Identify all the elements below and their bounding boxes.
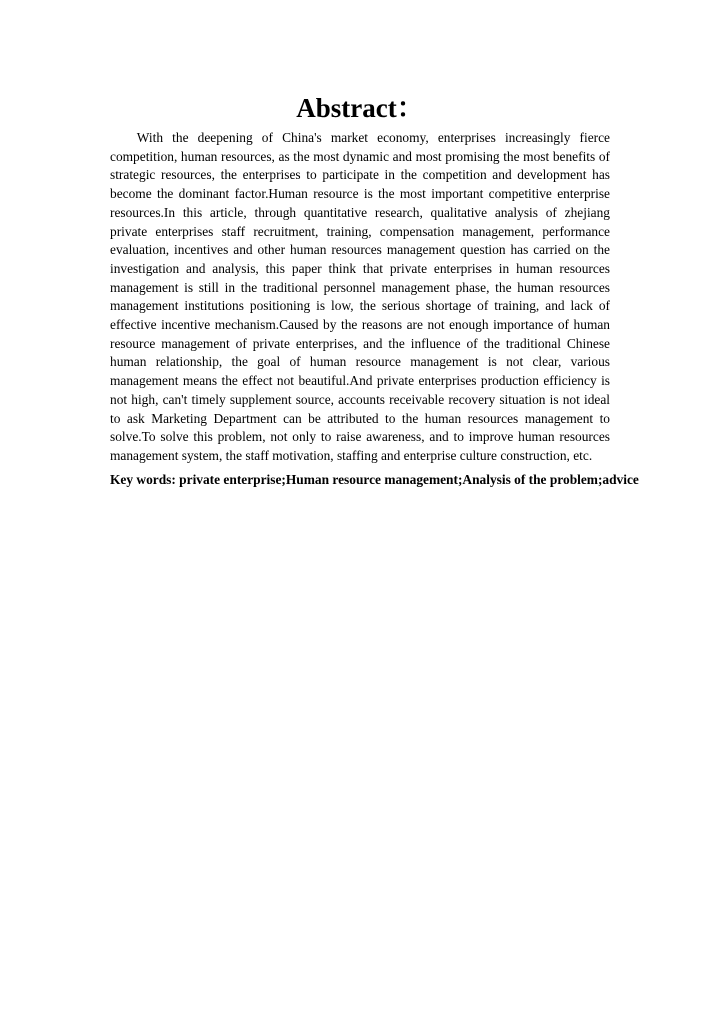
abstract-paragraph: With the deepening of China's market economy, enterprises increasingly fierce competition, human resources, as the most dynamic and most promising the most benefits of strategic resources, the enterprises to participate in the competition and development has become the dominant factor.Human resource is the most important competitive enterprise resources.In this article, through quantitative research, qualitative analysis of zhejiang private enterprises staff recruitment, training, compensation management, performance evaluation, incentives and other human resources management question has carried on the investigation and analysis, this paper think that private enterprises in human resources management is still in the traditional personnel management phase, the human resources management institutions positioning is low, the serious shortage of training, and lack of effective incentive mechanism.Caused by the reasons are not enough importance of human resource management of private enterprises, and the influence of the traditional Chinese human relationship, the goal of human resource management is not clear, various management means the effect not beautiful.And private enterprises production efficiency is not high, can't timely supplement source, accounts receivable recovery situation is not ideal to ask Marketing Department can be attributed to the human resources management to solve.To solve this problem, not only to raise awareness, and to improve human resources management system, the staff motivation, staffing and enterprise culture construction, etc. (110, 130, 610, 463)
keywords-line: Key words: private enterprise;Human resource management;Analysis of the problem;advice (110, 472, 639, 487)
abstract-title: Abstract： (296, 93, 424, 123)
